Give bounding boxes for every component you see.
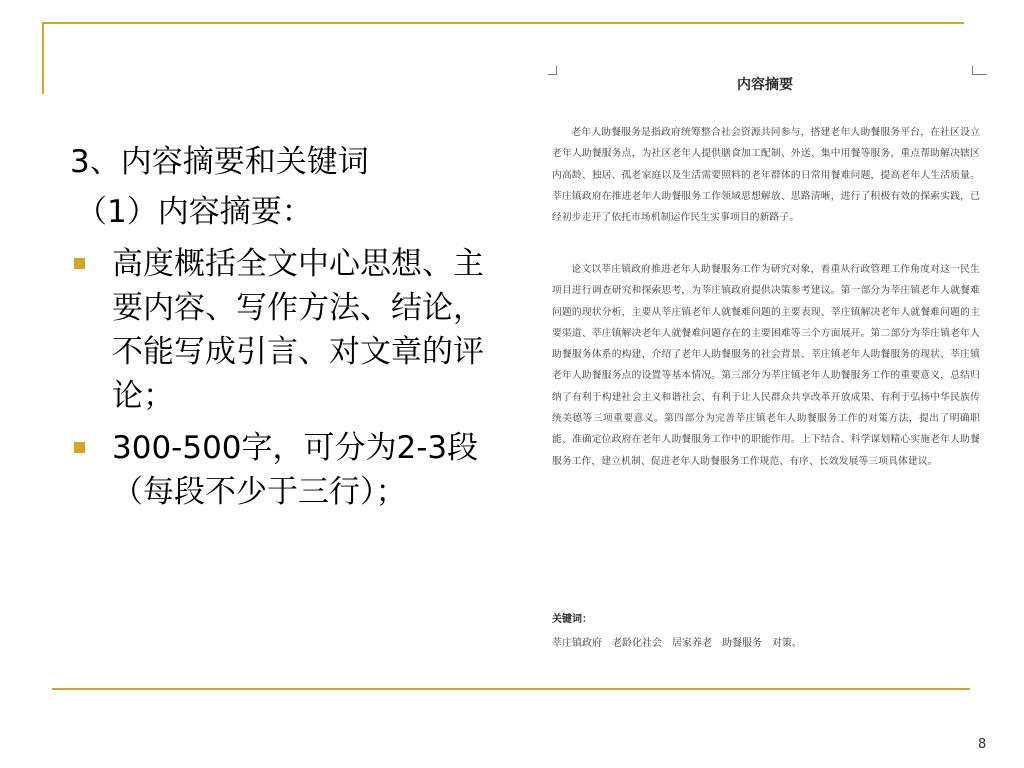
document-keywords-label: 关键词： [552,614,592,625]
square-bullet-icon [74,442,85,453]
document-scan-image [540,60,990,660]
slide-heading: 3、内容摘要和关键词 [70,144,369,180]
slide-subheading: （1）内容摘要： [76,194,313,230]
bullet-item [70,426,502,514]
document-paragraph: 论文以莘庄镇政府推进老年人助餐服务工作为研究对象，着重从行政管理工作角度对这一民生项目进行调查研究和探索思考，为莘庄镇政府提供决策参考建议。第一部分为莘庄镇老年人就餐难问题的现状分析，主要从莘庄镇老年人就餐难问题的主要表现、莘庄镇解决老年人就餐难问题的主要渠道、莘庄镇解决老年人就餐难问题存在的主要困难等三个方面展开。第二部分为莘庄镇老年人助餐服务体系的构建，介绍了老年人助餐服务的社会背景、莘庄镇老年人助餐服务的现状、莘庄镇老年人助餐服务点的设置等基本情况。第三部分为莘庄镇老年人助餐服务工作的重要意义，总结归纳了有利于构建社会主义和谐社会、有利于让人民群众共享改革开放成果、有利于弘扬中华民族传统美德等三项重要意义。第四部分为完善莘庄镇老年人助餐服务工作的对策方法，提出了明确职能、准确定位政府在老年人助餐服务工作中的职能作用。上下结合、科学谋划精心实施老年人助餐服务工作，建立机制、促进老年人助餐服务工作规范、有序、长效发展等三项具体建议。 [552,264,980,467]
bullet-item [70,242,502,418]
slide-text-column [70,140,510,522]
document-title: 内容摘要 [737,77,793,93]
page-number: 8 [978,737,987,752]
left-rule [42,22,44,94]
bottom-rule [52,688,970,690]
square-bullet-icon [74,258,85,269]
top-rule [42,22,964,24]
bullet-text: 高度概括全文中心思想、主要内容、写作方法、结论，不能写成引言、对文章的评论； [112,246,484,414]
document-paragraph: 老年人助餐服务是指政府统筹整合社会资源共同参与，搭建老年人助餐服务平台，在社区设立老年人助餐服务点，为社区老年人提供膳食加工配制、外送、集中用餐等服务，重点帮助解决辖区内高龄、独居、孤老家庭以及生活需要照料的老年群体的日常用餐难问题，提高老年人生活质量。莘庄镇政府在推进老年人助餐服务工作领域思想解放、思路清晰，进行了积极有效的探索实践，已经初步走开了依托市场机制运作民生实事项目的新路子。 [552,127,980,224]
bullet-text: 300-500字，可分为2-3段（每段不少于三行）； [112,430,479,510]
document-keywords: 莘庄镇政府 老龄化社会 居家养老 助餐服务 对策。 [552,638,802,649]
bullet-list [70,242,510,514]
